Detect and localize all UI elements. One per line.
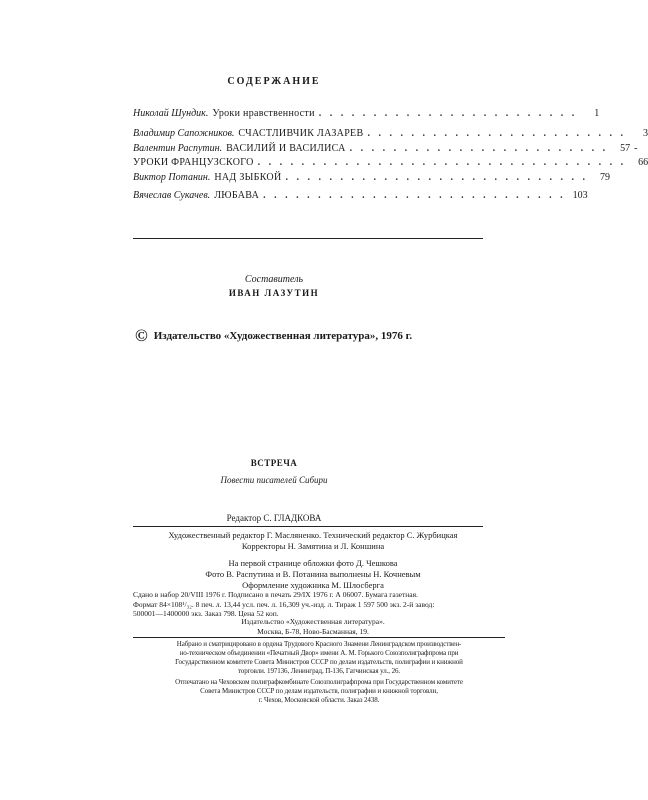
toc-title: СЧАСТЛИВЧИК ЛАЗАРЕВ bbox=[238, 128, 364, 139]
toc-entry bbox=[133, 108, 600, 122]
copyright-text: Издательство «Художественная литература», 1976 г. bbox=[153, 330, 413, 342]
typesetting-line: Государственном комитете Совета Министров СССР по делам издательств, полиграфии и книжной bbox=[175, 658, 463, 666]
toc-entry bbox=[133, 172, 610, 186]
toc-title: НАД ЗЫБКОЙ bbox=[214, 172, 282, 183]
printing-line: г. Чехов, Московской области. Заказ 2438. bbox=[258, 696, 380, 704]
publisher-name: Издательство «Художественная литература». bbox=[241, 617, 385, 626]
print-info-line: 500001—1400000 экз. Заказ 798. Цена 52 коп. bbox=[133, 609, 279, 618]
toc-page-number: 1 bbox=[594, 108, 600, 119]
copyright-line bbox=[135, 326, 412, 346]
print-info-line: Формат 84×108¹/₃₂. 8 печ. л. 13,44 усл. печ. л. 16,309 уч.-изд. л. Тираж 1 597 500 экз. 2-й завод: bbox=[133, 599, 435, 609]
toc-author: Виктор Потанин. bbox=[133, 172, 211, 183]
print-info-line: Сдано в набор 20/VIII 1976 г. Подписано в печать 29/IX 1976 г. А 06007. Бумага газетная. bbox=[133, 590, 418, 599]
contents-heading: СОДЕРЖАНИЕ bbox=[227, 76, 321, 87]
toc-author: Валентин Распутин. bbox=[133, 143, 223, 154]
book-subtitle: Повести писателей Сибири bbox=[220, 475, 328, 485]
typesetting-line: Набрано и сматрицировано в ордена Трудового Красного Знамени Ленинградском производствен- bbox=[176, 640, 462, 648]
toc-page-number: 57 bbox=[620, 143, 631, 154]
typesetting-line: торговли. 197136, Ленинград, П-136, Гатчинская ул., 26. bbox=[237, 667, 401, 675]
toc-leader-dots: . . . . . . . . . . . . . . . . . . . . . . . . bbox=[318, 108, 578, 119]
toc-title: УРОКИ ФРАНЦУЗСКОГО bbox=[133, 157, 254, 168]
publisher-address: Москва, Б-78, Ново-Басманная, 19. bbox=[257, 626, 369, 636]
print-info bbox=[133, 590, 493, 619]
toc-leader-dots: . . . . . . . . . . . . . . . . . . . . . . . . bbox=[367, 128, 626, 139]
toc-page-number: 3 bbox=[642, 128, 648, 139]
author-photos-credit: Фото В. Распутина и В. Потанина выполнены Н. Кочневым bbox=[205, 569, 421, 579]
toc-entry bbox=[133, 143, 638, 157]
toc-page-number: 103 bbox=[572, 190, 588, 201]
cover-photo-credit: На первой странице обложки фото Д. Чешкова bbox=[228, 558, 398, 568]
toc-leader-dots: . . . . . . . . . . . . . . . . . . . . . . . . . . . . bbox=[263, 190, 566, 201]
design-credit: Оформление художника М. Шлосберга bbox=[242, 580, 384, 590]
toc-entry bbox=[133, 157, 648, 171]
toc-leader-dots: . . . . . . . . . . . . . . . . . . . . . . . . . . . . . . . . . . bbox=[257, 157, 627, 168]
toc-page-number: 66 bbox=[638, 157, 648, 168]
printing-info bbox=[133, 678, 505, 705]
toc-title: Уроки нравственности bbox=[212, 108, 315, 119]
toc-leader-dots: . . . . . . . . . . . . . . . . . . . . . . . . bbox=[349, 143, 609, 154]
compiler-name: ИВАН ЛАЗУТИН bbox=[228, 288, 320, 298]
toc-mark: - bbox=[634, 143, 638, 154]
copyright-icon: © bbox=[135, 326, 148, 345]
typesetting-line: но-техническом объединении «Печатный Двор» имени А. М. Горького Союзполиграфпрома при bbox=[179, 649, 459, 657]
toc-author: Владимир Сапожников. bbox=[133, 128, 235, 139]
toc-title: ЛЮБАВА bbox=[214, 190, 260, 201]
book-title: ВСТРЕЧА bbox=[250, 458, 298, 468]
typesetting-info bbox=[133, 640, 505, 676]
editor-line: Редактор С. ГЛАДКОВА bbox=[226, 513, 322, 523]
proofreaders: Корректоры Н. Замятина и Л. Коншина bbox=[241, 541, 385, 551]
compiler-label: Составитель bbox=[244, 274, 304, 285]
toc-entry bbox=[133, 128, 648, 142]
printing-line: Отпечатано на Чеховском полиграфкомбинате Союзполиграфпрома при Государственном комитете bbox=[175, 678, 463, 686]
toc-author: Николай Шундик. bbox=[133, 108, 209, 119]
printing-line: Совета Министров СССР по делам издательств, полиграфии и книжной торговли, bbox=[200, 687, 438, 695]
art-tech-editors: Художественный редактор Г. Масляненко. Технический редактор С. Журбицкая bbox=[168, 530, 458, 540]
divider-rule bbox=[133, 526, 483, 527]
toc-page-number: 79 bbox=[599, 172, 610, 183]
toc-title: ВАСИЛИЙ И ВАСИЛИСА bbox=[226, 143, 346, 154]
divider-rule bbox=[133, 637, 505, 638]
divider-rule bbox=[133, 238, 483, 239]
credits-block bbox=[133, 530, 493, 591]
toc-author: Вячеслав Сукачев. bbox=[133, 190, 211, 201]
toc-entry bbox=[133, 190, 588, 204]
publisher-info bbox=[133, 617, 493, 636]
toc-leader-dots: . . . . . . . . . . . . . . . . . . . . . . . . . . . . bbox=[285, 172, 588, 183]
